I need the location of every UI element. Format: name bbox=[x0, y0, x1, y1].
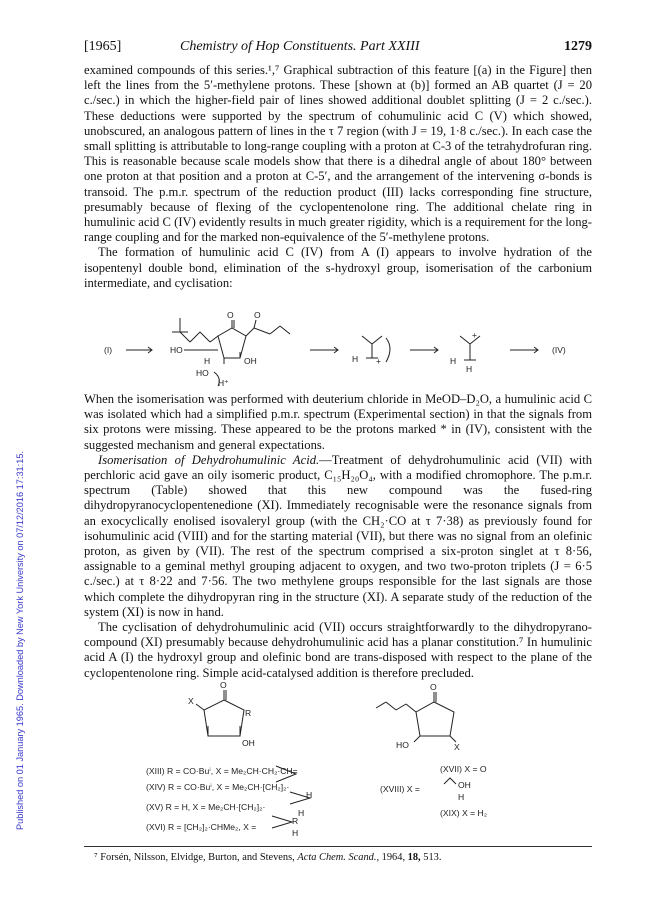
compound-xv: (XV) R = H, X = Me₂CH·[CH₂]₂· bbox=[146, 802, 266, 812]
running-header bbox=[84, 39, 592, 57]
compound-xvii: (XVII) X = O bbox=[440, 764, 487, 774]
oh-label: OH bbox=[244, 356, 257, 366]
right-ring-x-label: X bbox=[454, 742, 460, 752]
h-label-4: H bbox=[466, 364, 473, 374]
footnote-year: 1964, bbox=[381, 852, 406, 863]
paragraph-4-text: —Treatment of dehydrohumulinic acid (VII) with perchloric acid gave an oily isomeric product, C₁₅H₂₀O₄, with a modified chromophore. The p.m.r. spectrum (Table) showed that this new compound was the fused-ring dihydropyranocyclopentenedione (XI). Immediately recognisable were the resonance signals from an exocyclically enolised isovaleryl group (with the CH₂·CO at τ 7·38) as previously found for isohumulinic acid (VIII) and for the starting material (VII), but there was no signal from an olefinic proton, as given by (VII). The rest of the spectrum comprised a six-proton singlet at τ 8·56, assignable to a geminal methyl grouping adjacent to oxygen, and two two-proton triplets (J = 6·5 c./sec.) at τ 8·22 and 7·56. The two methylene groups responsible for the last signals are those which complete the dihydropyran ring in the structure (XI). A separate study of the reduction of the system (XI) is now in hand. bbox=[84, 452, 592, 619]
compound-xviii-h: H bbox=[458, 792, 465, 802]
text-block-2 bbox=[84, 392, 592, 681]
compound-xv-h: H bbox=[298, 808, 305, 818]
ho-label: HO bbox=[170, 345, 183, 355]
proton-label: H⁺ bbox=[218, 378, 229, 388]
compound-xvi-h: H bbox=[292, 828, 299, 838]
structures-svg bbox=[84, 680, 592, 840]
footnote bbox=[94, 852, 594, 863]
footnote-authors: Forsén, Nilsson, Elvidge, Burton, and Stevens, bbox=[100, 852, 295, 863]
running-title: Chemistry of Hop Constituents. Part XXIII bbox=[180, 39, 420, 54]
h-label-2: H bbox=[352, 354, 359, 364]
footnote-number: ⁷ bbox=[94, 852, 98, 863]
reaction-scheme bbox=[84, 298, 592, 388]
paragraph-3: When the isomerisation was performed with deuterium chloride in MeOD–D₂O, a humulinic acid C was isolated which had a simplified p.m.r. spectrum (Experimental section) in that the signals from six protons were missing. These appeared to be the protons marked * in (IV), consistent with the suggested mechanism and general expectations. bbox=[84, 392, 592, 452]
scheme-svg bbox=[84, 298, 592, 388]
ring-o-label: O bbox=[220, 680, 227, 690]
right-ring-o-label: O bbox=[430, 682, 437, 692]
paragraph-2: The formation of humulinic acid C (IV) from A (I) appears to involve hydration of the isopentenyl double bond, elimination of the s-hydroxyl group, isomerisation of the carbonium intermediate, and cyclisation: bbox=[84, 245, 592, 290]
cation-plus: + bbox=[376, 356, 381, 366]
ketone-o-2: O bbox=[254, 310, 261, 320]
compound-xvi-r: R bbox=[292, 816, 299, 826]
journal-year: [1965] bbox=[84, 39, 122, 54]
footnote-journal: Acta Chem. Scand., bbox=[297, 852, 380, 863]
footnote-rule bbox=[84, 846, 592, 847]
compound-xiv-h: H bbox=[306, 790, 313, 800]
download-notice: Published on 01 January 1965. Downloaded by New York University on 07/12/2016 17:31:15. bbox=[15, 451, 25, 830]
ring-r-label: R bbox=[245, 708, 252, 718]
paragraph-1: examined compounds of this series.¹,⁷ Graphical subtraction of this feature [(a) in the Figure] then left the lines from the 5′-methylene protons. These [shown at (b)] formed an AB quartet (J = 20 c./sec.) in which the higher-field pair of lines showed additional doublet splitting (J = 2 c./sec.). These deductions were supported by the spectrum of cohumulinic acid C (V) which showed, unobscured, an analogous pattern of lines in the τ 7 region (with J = 19, 1·8 c./sec.). In each case the small splitting is attributable to long-range coupling with a proton at C-3 of the tetrahydrofuran ring. This is reasonable because scale models show that there is a dihedral angle of about 180° between one proton at that position and a proton at C-5′, and the arrangement of the intervening σ-bonds is transoid. The p.m.r. spectrum of the reduction product (III) lacks corresponding fine structure, presumably because of flexing of the cyclopentenolone ring. The additional chelate ring in humulinic acid C (IV) evidently results in much greater rigidity, which is a requirement for the long-range coupling and for the marked non-equivalence of the 5′-methylene protons. bbox=[84, 63, 592, 245]
compound-xvi: (XVI) R = [CH₂]₂·CHMe₂, X = bbox=[146, 822, 257, 832]
ring-oh-label: OH bbox=[242, 738, 255, 748]
ketone-o-1: O bbox=[227, 310, 234, 320]
compound-xiv: (XIV) R = CO·Buⁱ, X = Me₂CH·[CH₂]₂· bbox=[146, 782, 290, 792]
h-label-3: H bbox=[450, 356, 457, 366]
cation-plus-2: + bbox=[472, 330, 477, 340]
end-compound-label: (IV) bbox=[552, 345, 566, 355]
footnote-volume: 18, bbox=[407, 852, 421, 863]
ho-label-2: HO bbox=[196, 368, 209, 378]
footnote-page: 513. bbox=[423, 852, 442, 863]
paragraph-4 bbox=[84, 453, 592, 620]
start-compound-label: (I) bbox=[104, 345, 113, 355]
h-label: H bbox=[204, 356, 211, 366]
page-number: 1279 bbox=[564, 39, 592, 54]
right-ring-ho-label: HO bbox=[396, 740, 409, 750]
text-block-1 bbox=[84, 63, 592, 291]
structure-figure bbox=[84, 680, 592, 840]
download-watermark bbox=[4, 140, 25, 840]
compound-xiii: (XIII) R = CO·Buⁱ, X = Me₂CH·CH₂·CH= bbox=[146, 766, 298, 776]
compound-xviii: (XVIII) X = bbox=[380, 784, 420, 794]
section-heading: Isomerisation of Dehydrohumulinic Acid. bbox=[98, 452, 320, 467]
ring-x-label: X bbox=[188, 696, 194, 706]
compound-xix: (XIX) X = H₂ bbox=[440, 808, 488, 818]
paragraph-5: The cyclisation of dehydrohumulinic acid (VII) occurs straightforwardly to the dihydropyrano-compound (XI) presumably because dehydrohumulinic acid has a planar constitution.⁷ In humulinic acid A (I) the hydroxyl group and olefinic bond are trans-disposed with respect to the plane of the cyclopentenolone ring. Simple acid-catalysed addition is therefore precluded. bbox=[84, 620, 592, 680]
compound-xviii-oh: OH bbox=[458, 780, 471, 790]
